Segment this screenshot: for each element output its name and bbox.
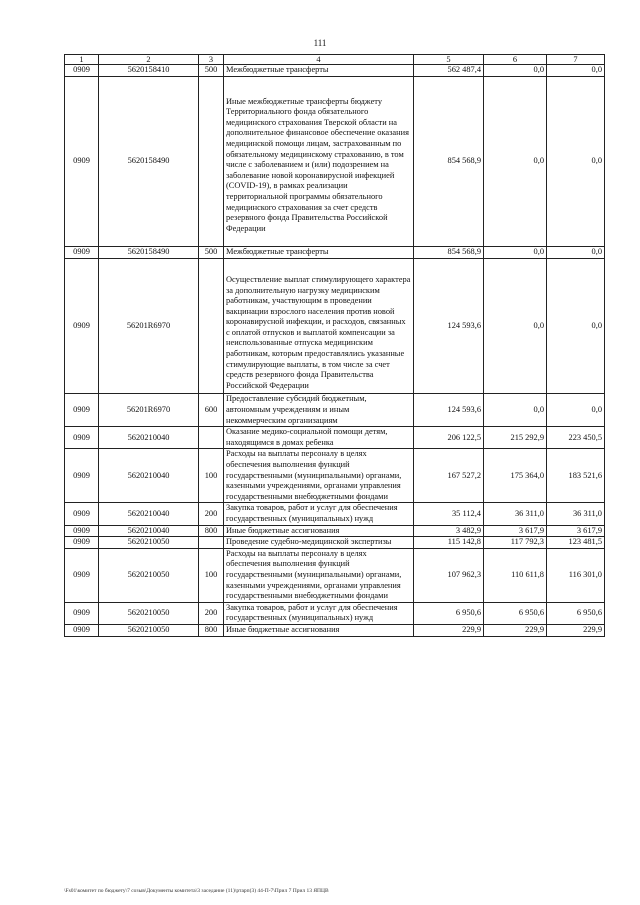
item-name-cell: Оказание медико-социальной помощи детям, находящимся в домах ребенка	[224, 427, 414, 449]
amount-col5-cell: 107 962,3	[414, 548, 484, 602]
column-header: 3	[199, 55, 224, 65]
section-code-cell: 0909	[65, 503, 99, 525]
amount-col7-cell: 0,0	[547, 258, 605, 394]
budget-table	[64, 54, 605, 637]
table-row	[65, 427, 605, 449]
item-name-cell: Иные бюджетные ассигнования	[224, 624, 414, 636]
amount-col6-cell: 0,0	[484, 394, 547, 427]
amount-col6-cell: 36 311,0	[484, 503, 547, 525]
target-article-cell: 5620210040	[99, 525, 199, 537]
expense-type-cell: 100	[199, 449, 224, 503]
item-name-cell: Закупка товаров, работ и услуг для обеспечения государственных (муниципальных) нужд	[224, 503, 414, 525]
target-article-cell: 5620158410	[99, 65, 199, 77]
item-name-cell: Межбюджетные трансферты	[224, 65, 414, 77]
table-row	[65, 624, 605, 636]
amount-col7-cell: 0,0	[547, 394, 605, 427]
amount-col5-cell: 854 568,9	[414, 247, 484, 259]
amount-col7-cell: 0,0	[547, 65, 605, 77]
table-row	[65, 394, 605, 427]
table-row	[65, 537, 605, 549]
item-name-cell: Межбюджетные трансферты	[224, 247, 414, 259]
table-row	[65, 76, 605, 247]
target-article-cell: 5620210050	[99, 537, 199, 549]
target-article-cell: 5620210050	[99, 624, 199, 636]
item-name-cell: Иные бюджетные ассигнования	[224, 525, 414, 537]
amount-col7-cell: 0,0	[547, 76, 605, 247]
amount-col5-cell: 124 593,6	[414, 394, 484, 427]
amount-col7-cell: 229,9	[547, 624, 605, 636]
section-code-cell: 0909	[65, 449, 99, 503]
table-row	[65, 602, 605, 624]
column-header: 1	[65, 55, 99, 65]
amount-col5-cell: 3 482,9	[414, 525, 484, 537]
table-row	[65, 503, 605, 525]
table-row	[65, 525, 605, 537]
section-code-cell: 0909	[65, 65, 99, 77]
section-code-cell: 0909	[65, 602, 99, 624]
amount-col6-cell: 3 617,9	[484, 525, 547, 537]
column-header: 7	[547, 55, 605, 65]
target-article-cell: 5620210050	[99, 602, 199, 624]
item-name-cell: Предоставление субсидий бюджетным, автономным учреждениям и иным некоммерческим организациям	[224, 394, 414, 427]
amount-col7-cell: 36 311,0	[547, 503, 605, 525]
section-code-cell: 0909	[65, 624, 99, 636]
amount-col7-cell: 223 450,5	[547, 427, 605, 449]
amount-col5-cell: 35 112,4	[414, 503, 484, 525]
amount-col5-cell: 229,9	[414, 624, 484, 636]
section-code-cell: 0909	[65, 258, 99, 394]
item-name-cell: Осуществление выплат стимулирующего характера за дополнительную нагрузку медицинским работникам, участвующим в проведении вакцинации взрослого населения против новой коронавирусной инфекции, и расходов, связанных с оплатой отпусков и выплатой компенсации за неиспользованные отпуска медицинским работникам, которым предоставлялись указанные стимулирующие выплаты, в том числе за счет средств резервного фонда Правительства Российской Федерации	[224, 258, 414, 394]
expense-type-cell	[199, 258, 224, 394]
table-row	[65, 548, 605, 602]
amount-col7-cell: 123 481,5	[547, 537, 605, 549]
amount-col6-cell: 0,0	[484, 76, 547, 247]
expense-type-cell: 800	[199, 525, 224, 537]
amount-col6-cell: 110 611,8	[484, 548, 547, 602]
amount-col6-cell: 117 792,3	[484, 537, 547, 549]
amount-col7-cell: 183 521,6	[547, 449, 605, 503]
amount-col7-cell: 3 617,9	[547, 525, 605, 537]
amount-col6-cell: 6 950,6	[484, 602, 547, 624]
target-article-cell: 5620158490	[99, 247, 199, 259]
section-code-cell: 0909	[65, 76, 99, 247]
table-row	[65, 449, 605, 503]
table-header-row	[65, 55, 605, 65]
amount-col7-cell: 6 950,6	[547, 602, 605, 624]
column-header: 2	[99, 55, 199, 65]
item-name-cell: Иные межбюджетные трансферты бюджету Территориального фонда обязательного медицинского страхования Тверской области на дополнительное финансовое обеспечение оказания медицинской помощи лицам, застрахованным по обязательному медицинскому страхованию, в том числе с заболеванием и (или) подозрением на заболевание новой коронавирусной инфекцией (COVID-19), в рамках реализации территориальной программы обязательного медицинского страхования за счет средств резервного фонда Правительства Российской Федерации	[224, 76, 414, 247]
target-article-cell: 56201R6970	[99, 258, 199, 394]
amount-col5-cell: 854 568,9	[414, 76, 484, 247]
amount-col6-cell: 175 364,0	[484, 449, 547, 503]
table-row	[65, 258, 605, 394]
amount-col7-cell: 116 301,0	[547, 548, 605, 602]
expense-type-cell: 200	[199, 503, 224, 525]
expense-type-cell	[199, 76, 224, 247]
item-name-cell: Проведение судебно-медицинской экспертизы	[224, 537, 414, 549]
expense-type-cell: 200	[199, 602, 224, 624]
amount-col6-cell: 0,0	[484, 258, 547, 394]
amount-col6-cell: 215 292,9	[484, 427, 547, 449]
expense-type-cell	[199, 427, 224, 449]
section-code-cell: 0909	[65, 427, 99, 449]
section-code-cell: 0909	[65, 537, 99, 549]
item-name-cell: Расходы на выплаты персоналу в целях обеспечения выполнения функций государственными (муниципальными) органами, казенными учреждениями, органами управления государственными внебюджетными фондами	[224, 449, 414, 503]
expense-type-cell	[199, 537, 224, 549]
amount-col6-cell: 0,0	[484, 65, 547, 77]
table-row	[65, 247, 605, 259]
amount-col6-cell: 0,0	[484, 247, 547, 259]
footer-file-path: \Fs01\комитет по бюджету\7 созыв\Документы комитета\3 заседание (11)\ртарп(3) 44-П-7\Прил 7 Прил 13 ЯПЦВ	[64, 888, 329, 894]
amount-col6-cell: 229,9	[484, 624, 547, 636]
target-article-cell: 56201R6970	[99, 394, 199, 427]
amount-col5-cell: 124 593,6	[414, 258, 484, 394]
amount-col7-cell: 0,0	[547, 247, 605, 259]
table-row	[65, 65, 605, 77]
item-name-cell: Расходы на выплаты персоналу в целях обеспечения выполнения функций государственными (муниципальными) органами, казенными учреждениями, органами управления государственными внебюджетными фондами	[224, 548, 414, 602]
section-code-cell: 0909	[65, 525, 99, 537]
section-code-cell: 0909	[65, 247, 99, 259]
expense-type-cell: 800	[199, 624, 224, 636]
target-article-cell: 5620210050	[99, 548, 199, 602]
item-name-cell: Закупка товаров, работ и услуг для обеспечения государственных (муниципальных) нужд	[224, 602, 414, 624]
amount-col5-cell: 206 122,5	[414, 427, 484, 449]
column-header: 5	[414, 55, 484, 65]
page-number: 111	[313, 38, 327, 48]
target-article-cell: 5620210040	[99, 427, 199, 449]
section-code-cell: 0909	[65, 548, 99, 602]
expense-type-cell: 600	[199, 394, 224, 427]
target-article-cell: 5620210040	[99, 449, 199, 503]
column-header: 6	[484, 55, 547, 65]
amount-col5-cell: 562 487,4	[414, 65, 484, 77]
target-article-cell: 5620210040	[99, 503, 199, 525]
section-code-cell: 0909	[65, 394, 99, 427]
target-article-cell: 5620158490	[99, 76, 199, 247]
expense-type-cell: 100	[199, 548, 224, 602]
amount-col5-cell: 115 142,8	[414, 537, 484, 549]
amount-col5-cell: 6 950,6	[414, 602, 484, 624]
column-header: 4	[224, 55, 414, 65]
expense-type-cell: 500	[199, 247, 224, 259]
expense-type-cell: 500	[199, 65, 224, 77]
amount-col5-cell: 167 527,2	[414, 449, 484, 503]
